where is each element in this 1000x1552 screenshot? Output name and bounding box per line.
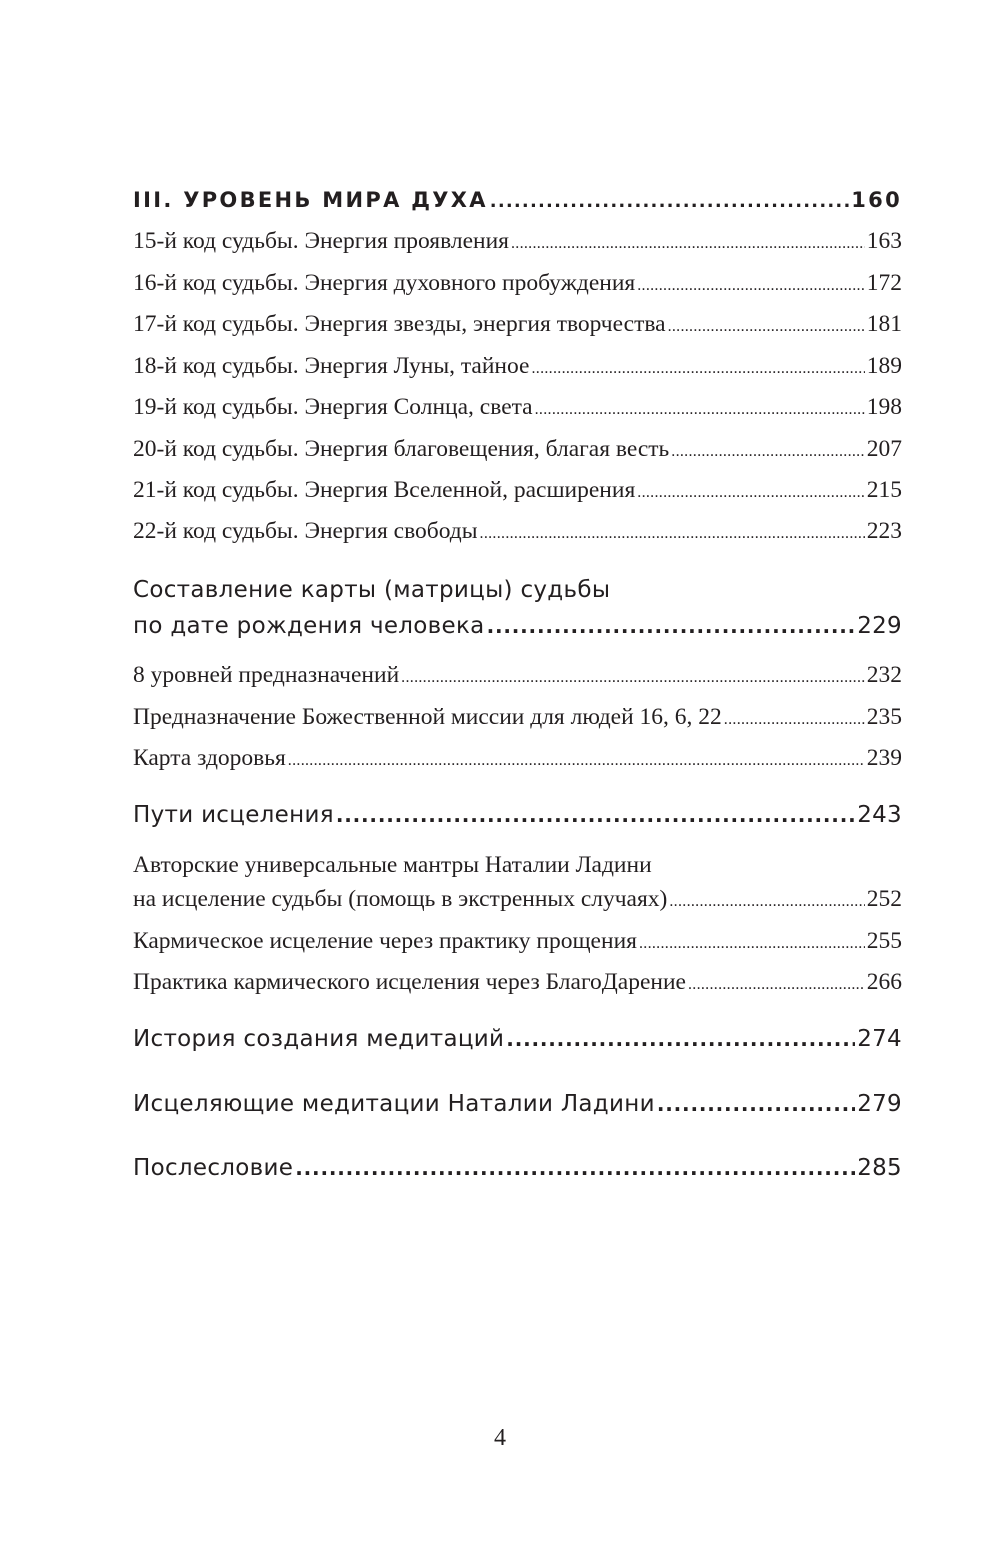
toc-entry[interactable] [133,351,902,384]
toc-section-header[interactable] [133,185,902,217]
entry-title-line1: Авторские универсальные мантры Наталии Ладини [133,852,652,878]
leader-dots [671,437,864,467]
entry-title: 15-й код судьбы. Энергия проявления [133,228,509,254]
entry-page: 198 [866,394,902,420]
entry-page: 215 [866,477,902,503]
toc-entry[interactable] [133,392,902,425]
toc-chapter[interactable] [133,1089,902,1119]
section-title: III. УРОВЕНЬ МИРА ДУХА [133,188,488,212]
toc-entry[interactable] [133,226,902,259]
toc-chapter[interactable] [133,800,902,830]
entry-page: 255 [866,928,902,954]
leader-dots [668,312,865,342]
leader-dots [401,663,865,693]
entry-title: 18-й код судьбы. Энергия Луны, тайное [133,353,530,379]
toc-entry[interactable] [133,967,902,1000]
entry-title: 21-й код судьбы. Энергия Вселенной, расширения [133,477,636,503]
toc-entry[interactable] [133,309,902,342]
entry-page: 189 [866,353,902,379]
entry-page: 172 [866,270,902,296]
leader-dots [511,229,865,259]
leader-dots [657,1089,855,1119]
chapter-page: 279 [857,1091,902,1117]
entry-title: Кармическое исцеление через практику прощения [133,928,637,954]
leader-dots [637,271,865,301]
leader-dots [669,887,864,917]
toc-entry[interactable] [133,743,902,776]
entry-page: 252 [866,886,902,912]
entry-page: 266 [866,969,902,995]
toc-entry[interactable] [133,475,902,508]
entry-title: Практика кармического исцеления через БлагоДарение [133,969,686,995]
chapter-title-line1: Составление карты (матрицы) судьбы [133,577,611,603]
leader-dots [336,800,855,830]
chapter-page: 243 [857,802,902,828]
chapter-title: История создания медитаций [133,1026,505,1052]
leader-dots [531,354,864,384]
toc-entry[interactable] [133,268,902,301]
entry-page: 163 [866,228,902,254]
toc-entry[interactable] [133,660,902,693]
entry-title: 22-й код судьбы. Энергия свободы [133,518,478,544]
leader-dots [288,746,865,776]
leader-dots [637,478,864,508]
entry-page: 207 [866,436,902,462]
entry-title: 16-й код судьбы. Энергия духовного пробуждения [133,270,636,296]
section-page: 160 [851,188,902,212]
chapter-title: Послесловие [133,1155,294,1181]
page-number: 4 [494,1425,506,1451]
leader-dots [295,1153,855,1183]
entry-page: 239 [866,745,902,771]
toc-chapter[interactable] [133,1024,902,1054]
leader-dots [535,395,865,425]
leader-dots [480,519,865,549]
leader-dots [724,705,865,735]
chapter-page: 274 [857,1026,902,1052]
chapter-title: Исцеляющие медитации Наталии Ладини [133,1091,655,1117]
entry-title: на исцеление судьбы (помощь в экстренных случаях) [133,886,668,912]
entry-page: 223 [866,518,902,544]
toc-entry[interactable] [133,884,902,917]
toc-entry[interactable] [133,516,902,549]
leader-dots [490,187,849,217]
entry-page: 181 [866,311,902,337]
leader-dots [688,970,865,1000]
toc-chapter[interactable] [133,1153,902,1183]
chapter-title: по дате рождения человека [133,613,485,639]
toc-entry[interactable] [133,702,902,735]
chapter-title: Пути исцеления [133,802,334,828]
entry-title: 19-й код судьбы. Энергия Солнца, света [133,394,533,420]
entry-title: 8 уровней предназначений [133,662,400,688]
entry-title: 20-й код судьбы. Энергия благовещения, благая весть [133,436,670,462]
leader-dots [487,611,856,641]
chapter-page: 229 [857,613,902,639]
chapter-page: 285 [857,1155,902,1181]
entry-page: 235 [866,704,902,730]
toc-entry[interactable] [133,926,902,959]
leader-dots [639,929,865,959]
entry-title: Предназначение Божественной миссии для людей 16, 6, 22 [133,704,722,730]
entry-title: Карта здоровья [133,745,286,771]
entry-title: 17-й код судьбы. Энергия звезды, энергия творчества [133,311,666,337]
toc-chapter[interactable] [133,611,902,641]
toc-entry[interactable] [133,434,902,467]
leader-dots [506,1024,855,1054]
entry-page: 232 [866,662,902,688]
